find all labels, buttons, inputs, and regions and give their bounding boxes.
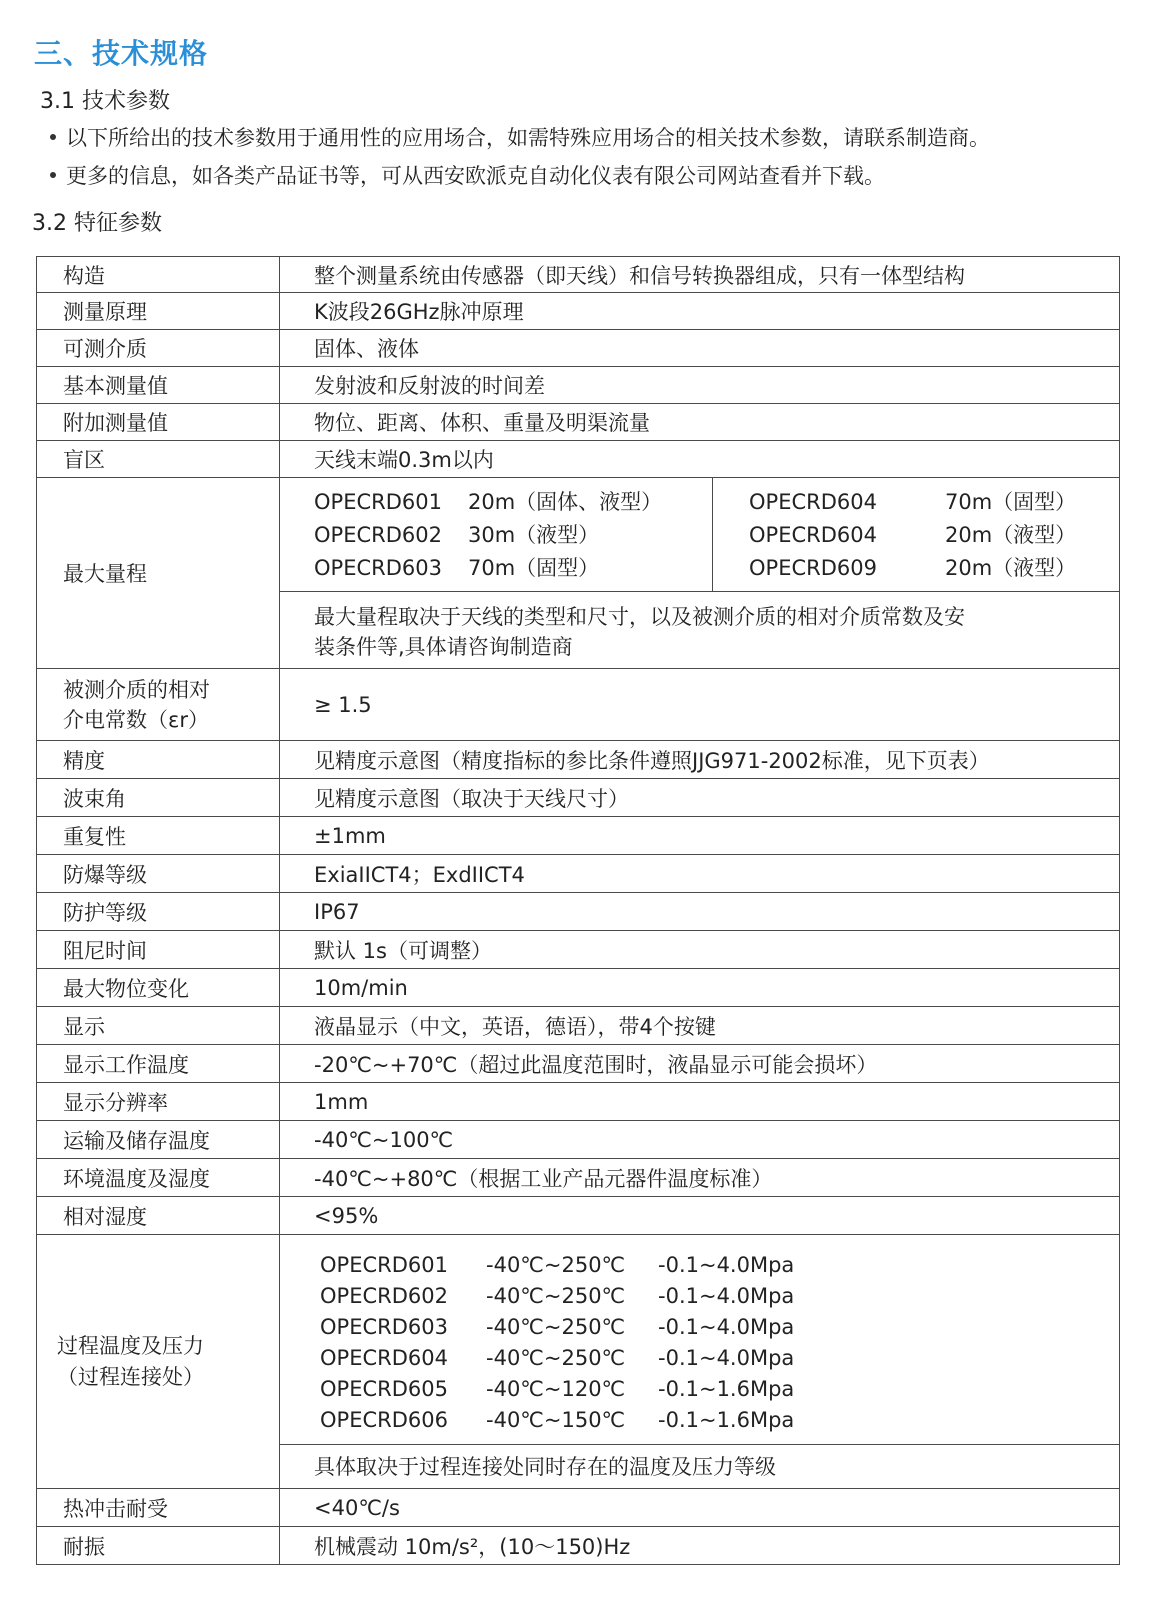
- table-row: [37, 1489, 1120, 1527]
- spec-table: [36, 256, 1120, 1565]
- model-name: OPECRD609: [749, 556, 877, 580]
- range-spec: 70m（固型）: [468, 556, 600, 580]
- model-name: OPECRD601: [320, 1253, 448, 1277]
- row-label: 显示: [37, 1007, 280, 1045]
- pressure-range: -0.1~4.0Mpa: [658, 1253, 795, 1277]
- row-value: IP67: [280, 893, 1120, 931]
- process-note: 具体取决于过程连接处同时存在的温度及压力等级: [314, 1455, 776, 1479]
- row-value: -20℃~+70℃（超过此温度范围时，液晶显示可能会损坏）: [280, 1045, 1120, 1083]
- table-row: [37, 404, 1120, 441]
- row-label: 环境温度及湿度: [37, 1159, 280, 1197]
- max-range-note: [280, 592, 1119, 668]
- model-name: OPECRD605: [320, 1377, 448, 1401]
- row-label: 附加测量值: [37, 404, 280, 441]
- row-label: [37, 1235, 280, 1489]
- row-value: -40℃~100℃: [280, 1121, 1120, 1159]
- process-list: [280, 1236, 1119, 1445]
- label-line: （过程连接处）: [57, 1364, 204, 1389]
- table-row: [37, 1083, 1120, 1121]
- row-value: 默认 1s（可调整）: [280, 931, 1120, 969]
- row-label: 防爆等级: [37, 855, 280, 893]
- row-value: K波段26GHz脉冲原理: [280, 293, 1120, 330]
- process-line: [320, 1374, 1119, 1405]
- process-cell: [280, 1235, 1120, 1489]
- range-spec: 30m（液型）: [468, 523, 600, 547]
- table-row: [37, 931, 1120, 969]
- table-row: [37, 1197, 1120, 1235]
- temperature-range: -40℃~250℃: [486, 1284, 626, 1308]
- label-line: 介电常数（εr）: [63, 707, 209, 732]
- process-line: [320, 1405, 1119, 1436]
- row-label: 构造: [37, 257, 280, 293]
- row-value: 固体、液体: [280, 330, 1120, 367]
- row-label: [37, 669, 280, 741]
- max-range-left-column: [280, 478, 713, 591]
- max-range-row: [37, 478, 1120, 669]
- row-value: 整个测量系统由传感器（即天线）和信号转换器组成，只有一体型结构: [280, 257, 1120, 293]
- model-name: OPECRD604: [749, 523, 877, 547]
- subsection-heading-3-2: 3.2 特征参数: [32, 211, 162, 236]
- row-value: 见精度示意图（取决于天线尺寸）: [280, 779, 1120, 817]
- table-row: [37, 669, 1120, 741]
- row-value: ±1mm: [280, 817, 1120, 855]
- row-label: 重复性: [37, 817, 280, 855]
- range-line: [749, 486, 1076, 519]
- process-row: [37, 1235, 1120, 1489]
- model-name: OPECRD601: [314, 490, 442, 514]
- temperature-range: -40℃~250℃: [486, 1315, 626, 1339]
- label-line: 过程温度及压力: [57, 1333, 204, 1358]
- row-label: 热冲击耐受: [37, 1489, 280, 1527]
- note-line: 装条件等,具体请咨询制造商: [314, 635, 573, 659]
- row-value: 发射波和反射波的时间差: [280, 367, 1120, 404]
- row-value: <95%: [280, 1197, 1120, 1235]
- row-value: 物位、距离、体积、重量及明渠流量: [280, 404, 1120, 441]
- table-row: [37, 1121, 1120, 1159]
- bullet-item: [50, 122, 990, 152]
- pressure-range: -0.1~1.6Mpa: [658, 1377, 795, 1401]
- pressure-range: -0.1~4.0Mpa: [658, 1346, 795, 1370]
- row-value: 液晶显示（中文，英语，德语），带4个按键: [280, 1007, 1120, 1045]
- process-line: [320, 1250, 1119, 1281]
- table-row: [37, 1045, 1120, 1083]
- temperature-range: -40℃~150℃: [486, 1408, 626, 1432]
- process-line: [320, 1343, 1119, 1374]
- table-row: [37, 893, 1120, 931]
- row-label: 可测介质: [37, 330, 280, 367]
- pressure-range: -0.1~4.0Mpa: [658, 1284, 795, 1308]
- table-row: [37, 855, 1120, 893]
- range-line: [749, 519, 1076, 552]
- range-spec: 20m（液型）: [945, 556, 1077, 580]
- row-value: 1mm: [280, 1083, 1120, 1121]
- row-label: 精度: [37, 741, 280, 779]
- model-name: OPECRD602: [320, 1284, 448, 1308]
- row-label: 基本测量值: [37, 367, 280, 404]
- row-label: 最大物位变化: [37, 969, 280, 1007]
- note-line: 最大量程取决于天线的类型和尺寸，以及被测介质的相对介质常数及安: [314, 605, 965, 629]
- table-row: [37, 817, 1120, 855]
- bullet-dot: [50, 172, 56, 178]
- table-row: [37, 293, 1120, 330]
- row-label: 显示分辨率: [37, 1083, 280, 1121]
- row-label: 显示工作温度: [37, 1045, 280, 1083]
- row-value: <40℃/s: [280, 1489, 1120, 1527]
- range-line: [314, 486, 712, 519]
- section-title: 三、技术规格: [34, 37, 209, 70]
- table-row: [37, 969, 1120, 1007]
- row-label: 最大量程: [37, 478, 280, 669]
- range-spec: 70m（固型）: [945, 490, 1077, 514]
- range-line: [314, 519, 712, 552]
- row-label: 相对湿度: [37, 1197, 280, 1235]
- bullet-text: 更多的信息，如各类产品证书等，可从西安欧派克自动化仪表有限公司网站查看并下载。: [66, 164, 885, 188]
- range-line: [749, 552, 1076, 585]
- temperature-range: -40℃~120℃: [486, 1377, 626, 1401]
- max-range-right-column: [713, 478, 1076, 591]
- model-name: OPECRD603: [314, 556, 442, 580]
- row-label: 耐振: [37, 1527, 280, 1565]
- process-line: [320, 1312, 1119, 1343]
- row-value: 机械震动 10m/s²，(10～150)Hz: [280, 1527, 1120, 1565]
- table-row: [37, 1527, 1120, 1565]
- table-row: [37, 257, 1120, 293]
- subsection-heading-3-1: 3.1 技术参数: [40, 89, 170, 114]
- row-value: 天线末端0.3m以内: [280, 441, 1120, 478]
- model-name: OPECRD606: [320, 1408, 448, 1432]
- row-value: ≥ 1.5: [280, 669, 1120, 741]
- table-row: [37, 1159, 1120, 1197]
- row-label: 盲区: [37, 441, 280, 478]
- bullet-dot: [50, 134, 56, 140]
- process-line: [320, 1281, 1119, 1312]
- row-label: 运输及储存温度: [37, 1121, 280, 1159]
- pressure-range: -0.1~4.0Mpa: [658, 1315, 795, 1339]
- row-label: 防护等级: [37, 893, 280, 931]
- table-row: [37, 367, 1120, 404]
- model-name: OPECRD602: [314, 523, 442, 547]
- pressure-range: -0.1~1.6Mpa: [658, 1408, 795, 1432]
- model-name: OPECRD604: [320, 1346, 448, 1370]
- row-value: 见精度示意图（精度指标的参比条件遵照JJG971-2002标准，见下页表）: [280, 741, 1120, 779]
- range-spec: 20m（固体、液型）: [468, 490, 663, 514]
- row-label: 波束角: [37, 779, 280, 817]
- temperature-range: -40℃~250℃: [486, 1253, 626, 1277]
- range-spec: 20m（液型）: [945, 523, 1077, 547]
- row-value: ExiaIICT4；ExdIICT4: [280, 855, 1120, 893]
- table-row: [37, 741, 1120, 779]
- model-name: OPECRD604: [749, 490, 877, 514]
- bullet-item: [50, 160, 885, 190]
- model-name: OPECRD603: [320, 1315, 448, 1339]
- table-row: [37, 441, 1120, 478]
- max-range-cell: [280, 478, 1120, 669]
- table-row: [37, 330, 1120, 367]
- row-label: 测量原理: [37, 293, 280, 330]
- label-line: 被测介质的相对: [63, 677, 210, 702]
- temperature-range: -40℃~250℃: [486, 1346, 626, 1370]
- table-row: [37, 779, 1120, 817]
- range-line: [314, 552, 712, 585]
- max-range-models: [280, 478, 1119, 592]
- row-value: 10m/min: [280, 969, 1120, 1007]
- row-value: -40℃~+80℃（根据工业产品元器件温度标准）: [280, 1159, 1120, 1197]
- table-row: [37, 1007, 1120, 1045]
- bullet-text: 以下所给出的技术参数用于通用性的应用场合，如需特殊应用场合的相关技术参数，请联系制造商。: [66, 126, 990, 150]
- row-label: 阻尼时间: [37, 931, 280, 969]
